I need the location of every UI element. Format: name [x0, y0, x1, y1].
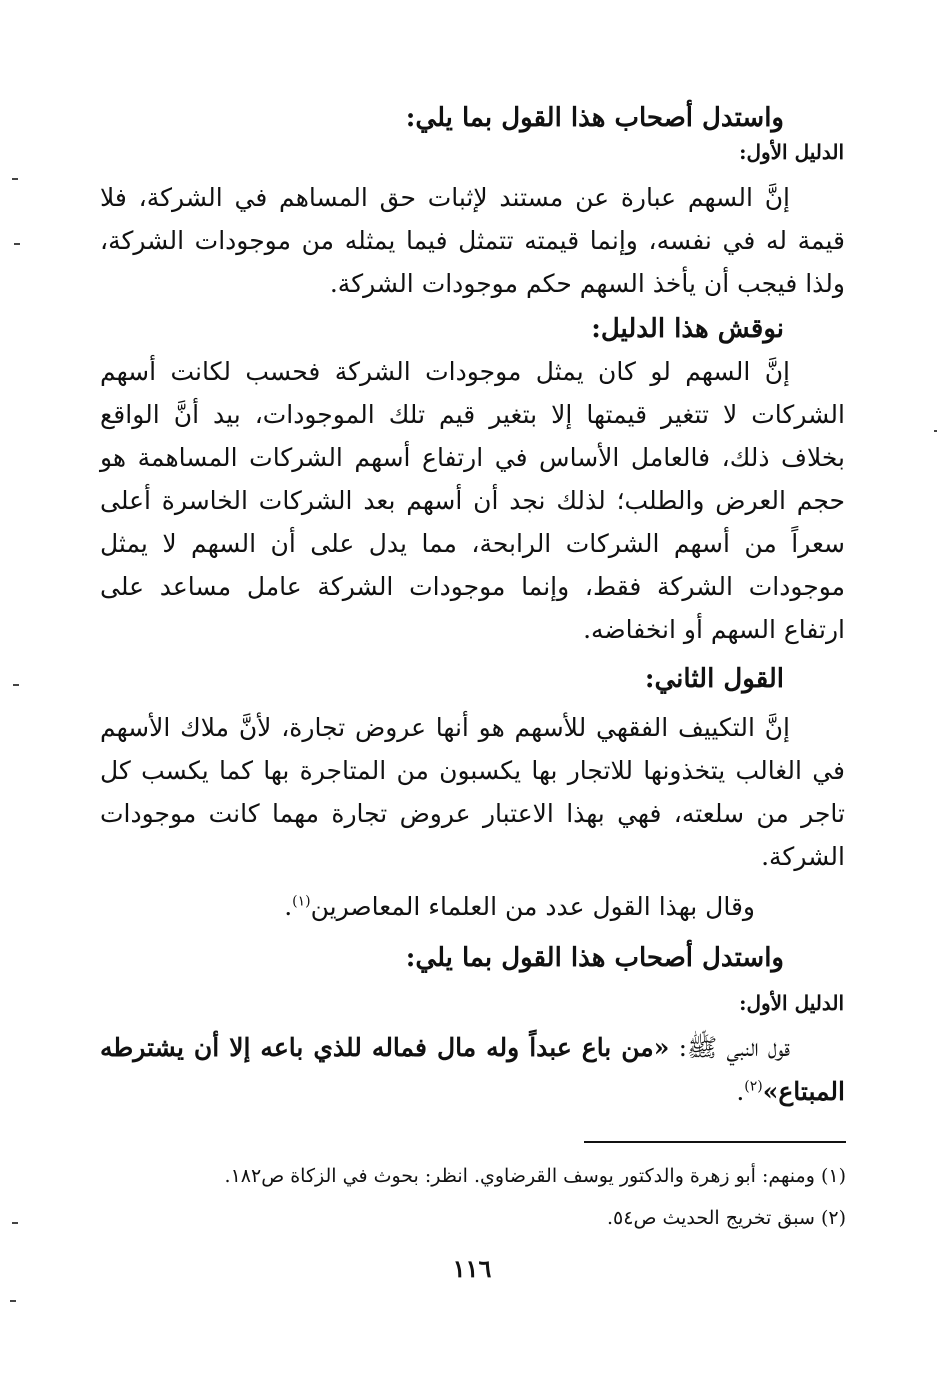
scan-mark: [12, 178, 18, 180]
scan-mark: [14, 243, 20, 245]
paragraph-hadith: [100, 1026, 845, 1114]
section-heading-discussion: نوقش هذا الدليل:: [591, 314, 784, 344]
scholars-period: .: [284, 892, 293, 921]
label-first-evidence-1: الدليل الأول:: [739, 140, 844, 164]
footnote-ref-2: (٢): [744, 1078, 763, 1095]
hadith-period: .: [736, 1077, 745, 1106]
label-first-evidence-2: الدليل الأول:: [739, 991, 844, 1015]
footnote-ref-1: (١): [292, 893, 311, 910]
scan-mark: [10, 1300, 16, 1302]
paragraph-second-opinion: إنَّ التكييف الفقهي للأسهم هو أنها عروض تجارة، لأنَّ ملاك الأسهم في الغالب يتخذونها للاتجار بها يكسبون من المتاجرة بها كما يكسب كل تاجر من سلعته، فهي بهذا الاعتبار عروض تجارة مهما كانت موجودات الشركة.: [100, 713, 845, 871]
footnote-2-text: سبق تخريج الحديث ص٥٤.: [606, 1207, 815, 1229]
hadith-quote: «من باع عبداً وله مال فماله للذي باعه إلا أن يشترطه المبتاع»: [100, 1033, 845, 1106]
paragraph-evidence-1: إنَّ السهم عبارة عن مستند لإثبات حق المساهم في الشركة، فلا قيمة له في نفسه، وإنما قيمته تتمثل فيما يمثله من موجودات الشركة، ولذا فيجب أن يأخذ السهم حكم موجودات الشركة.: [100, 183, 845, 298]
paragraph-scholars: [100, 885, 845, 928]
scan-mark: [934, 430, 937, 432]
footnote-separator: [584, 1141, 846, 1143]
paragraph-discussion: إنَّ السهم لو كان يمثل موجودات الشركة فحسب لكانت أسهم الشركات لا تتغير قيمتها إلا بتغير قيم تلك الموجودات، بيد أنَّ الواقع بخلاف ذلك، فالعامل الأساس في ارتفاع أسهم الشركات المساهمة هو حجم العرض والطلب؛ لذلك نجد أن أسهم بعد الشركات الخاسرة أعلى سعراً من أسهم الشركات الرابحة، مما يدل على أن السهم لا يمثل موجودات الشركة فقط، وإنما موجودات الشركة عامل مساعد على ارتفاع السهم أو انخفاضه.: [100, 357, 845, 644]
footnote-1-number: (١): [820, 1165, 846, 1187]
footnote-2-number: (٢): [820, 1207, 846, 1229]
section-heading-evidence-1: واستدل أصحاب هذا القول بما يلي:: [405, 103, 784, 133]
scan-mark: [12, 1222, 18, 1224]
scan-mark: [13, 684, 19, 686]
page-number: ١١٦: [452, 1254, 492, 1283]
scholars-text: وقال بهذا القول عدد من العلماء المعاصرين: [310, 892, 755, 921]
footnote-1-text: ومنهم: أبو زهرة والدكتور يوسف القرضاوي. انظر: بحوث في الزكاة ص١٨٢.: [224, 1165, 815, 1187]
footnote-1: [225, 1162, 846, 1190]
footnote-2: [607, 1204, 846, 1232]
hadith-intro: قول النبي ﷺ:: [669, 1033, 790, 1062]
section-heading-second-opinion: القول الثاني:: [644, 664, 784, 694]
section-heading-evidence-2: واستدل أصحاب هذا القول بما يلي:: [405, 943, 784, 973]
